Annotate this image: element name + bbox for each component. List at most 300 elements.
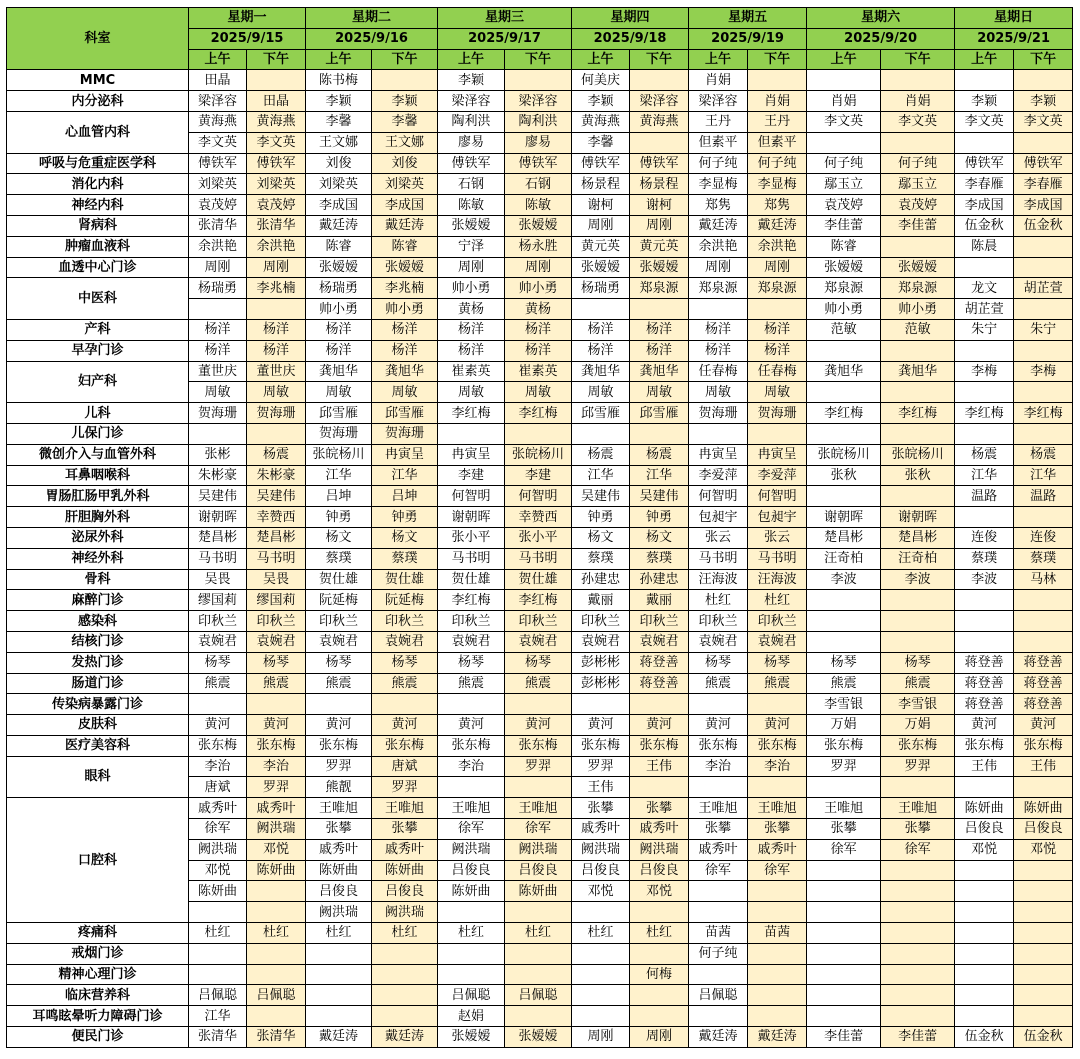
morning-doctor-cell: 张小平	[438, 527, 505, 548]
morning-doctor-cell: 但素平	[689, 132, 748, 153]
afternoon-doctor-cell	[881, 382, 955, 403]
morning-doctor-cell: 徐军	[689, 860, 748, 881]
afternoon-doctor-cell: 杜红	[630, 923, 689, 944]
department-name: 临床营养科	[7, 985, 189, 1006]
afternoon-doctor-cell: 马林	[1014, 569, 1073, 590]
department-name: 早孕门诊	[7, 340, 189, 361]
afternoon-doctor-cell: 蒋登善	[630, 673, 689, 694]
morning-doctor-cell: 戴丽	[572, 590, 630, 611]
department-name: 呼吸与危重症医学科	[7, 153, 189, 174]
morning-doctor-cell: 蔡璞	[572, 548, 630, 569]
morning-doctor-cell: 胡芷萱	[955, 299, 1014, 320]
morning-header: 上午	[438, 49, 505, 70]
afternoon-doctor-cell: 李兆楠	[247, 278, 306, 299]
table-row	[7, 798, 1073, 819]
morning-doctor-cell	[189, 423, 247, 444]
afternoon-doctor-cell	[881, 132, 955, 153]
department-name: 泌尿外科	[7, 527, 189, 548]
morning-doctor-cell: 冉寅呈	[689, 444, 748, 465]
afternoon-doctor-cell: 张嫒嫒	[630, 257, 689, 278]
afternoon-doctor-cell: 杜红	[372, 923, 438, 944]
morning-doctor-cell: 张皖杨川	[306, 444, 372, 465]
morning-doctor-cell: 江华	[306, 465, 372, 486]
afternoon-doctor-cell	[505, 943, 572, 964]
morning-doctor-cell: 李文英	[189, 132, 247, 153]
department-name: 结核门诊	[7, 631, 189, 652]
afternoon-doctor-cell	[505, 70, 572, 91]
table-row	[7, 361, 1073, 382]
morning-doctor-cell: 范敏	[807, 319, 881, 340]
afternoon-doctor-cell: 杨文	[372, 527, 438, 548]
table-row	[7, 985, 1073, 1006]
afternoon-doctor-cell: 张东梅	[247, 735, 306, 756]
afternoon-doctor-cell: 张嫒嫒	[372, 257, 438, 278]
morning-doctor-cell: 周刚	[189, 257, 247, 278]
afternoon-doctor-cell: 戴廷涛	[748, 215, 807, 236]
morning-doctor-cell: 刘梁英	[306, 174, 372, 195]
morning-doctor-cell: 徐军	[438, 819, 505, 840]
morning-doctor-cell: 吕俊良	[306, 881, 372, 902]
department-name: 神经外科	[7, 548, 189, 569]
morning-doctor-cell: 周敏	[689, 382, 748, 403]
afternoon-doctor-cell: 贺仕雄	[505, 569, 572, 590]
dept-column-header: 科室	[7, 8, 189, 70]
afternoon-doctor-cell: 李佳蕾	[881, 1027, 955, 1048]
afternoon-doctor-cell	[1014, 257, 1073, 278]
afternoon-doctor-cell: 张东梅	[372, 735, 438, 756]
morning-doctor-cell: 杨洋	[438, 319, 505, 340]
morning-doctor-cell: 周敏	[189, 382, 247, 403]
morning-doctor-cell: 钟勇	[572, 507, 630, 528]
afternoon-doctor-cell: 张云	[748, 527, 807, 548]
morning-doctor-cell: 梁泽容	[689, 91, 748, 112]
morning-doctor-cell: 王伟	[955, 756, 1014, 777]
afternoon-doctor-cell: 张攀	[372, 819, 438, 840]
afternoon-doctor-cell	[1014, 631, 1073, 652]
afternoon-doctor-cell	[1014, 299, 1073, 320]
afternoon-doctor-cell: 王唯旭	[881, 798, 955, 819]
afternoon-doctor-cell: 苗茜	[748, 923, 807, 944]
afternoon-doctor-cell: 陈妍曲	[372, 860, 438, 881]
afternoon-doctor-cell: 徐军	[881, 839, 955, 860]
afternoon-header: 下午	[1014, 49, 1073, 70]
afternoon-doctor-cell: 杨琴	[881, 652, 955, 673]
afternoon-doctor-cell: 王唯旭	[748, 798, 807, 819]
table-row	[7, 923, 1073, 944]
morning-doctor-cell: 李波	[955, 569, 1014, 590]
afternoon-doctor-cell: 杜红	[247, 923, 306, 944]
afternoon-doctor-cell: 杜红	[505, 923, 572, 944]
afternoon-doctor-cell: 李兆楠	[372, 278, 438, 299]
morning-doctor-cell	[689, 902, 748, 923]
table-row	[7, 590, 1073, 611]
afternoon-doctor-cell: 周敏	[372, 382, 438, 403]
afternoon-doctor-cell: 张嫒嫒	[881, 257, 955, 278]
morning-doctor-cell: 熊靓	[306, 777, 372, 798]
department-name: 戒烟门诊	[7, 943, 189, 964]
afternoon-doctor-cell: 缪国莉	[247, 590, 306, 611]
morning-doctor-cell	[306, 1006, 372, 1027]
afternoon-doctor-cell	[247, 881, 306, 902]
morning-doctor-cell: 杨文	[306, 527, 372, 548]
afternoon-doctor-cell: 黄海燕	[247, 111, 306, 132]
morning-doctor-cell: 周敏	[306, 382, 372, 403]
afternoon-doctor-cell: 蔡璞	[372, 548, 438, 569]
morning-doctor-cell: 孙建忠	[572, 569, 630, 590]
morning-doctor-cell	[955, 902, 1014, 923]
morning-doctor-cell: 贺海珊	[306, 423, 372, 444]
morning-doctor-cell: 杜红	[438, 923, 505, 944]
morning-doctor-cell: 李红梅	[807, 403, 881, 424]
afternoon-doctor-cell	[505, 423, 572, 444]
afternoon-doctor-cell	[630, 423, 689, 444]
morning-header: 上午	[572, 49, 630, 70]
afternoon-doctor-cell	[1014, 236, 1073, 257]
afternoon-doctor-cell: 印秋兰	[630, 611, 689, 632]
morning-doctor-cell	[306, 943, 372, 964]
afternoon-doctor-cell: 张小平	[505, 527, 572, 548]
afternoon-doctor-cell: 帅小勇	[372, 299, 438, 320]
morning-doctor-cell	[306, 964, 372, 985]
afternoon-doctor-cell	[881, 70, 955, 91]
morning-doctor-cell: 杨洋	[306, 319, 372, 340]
morning-doctor-cell: 董世庆	[189, 361, 247, 382]
morning-doctor-cell: 黄河	[689, 715, 748, 736]
morning-doctor-cell: 彭彬彬	[572, 652, 630, 673]
afternoon-doctor-cell: 杨洋	[505, 319, 572, 340]
morning-doctor-cell: 张东梅	[189, 735, 247, 756]
morning-doctor-cell: 贺海珊	[689, 403, 748, 424]
morning-doctor-cell: 袁婉君	[306, 631, 372, 652]
morning-doctor-cell: 吕佩聪	[189, 985, 247, 1006]
afternoon-doctor-cell	[748, 777, 807, 798]
morning-doctor-cell: 杨琴	[807, 652, 881, 673]
afternoon-doctor-cell	[1014, 777, 1073, 798]
afternoon-doctor-cell: 罗羿	[505, 756, 572, 777]
afternoon-doctor-cell: 何智明	[748, 486, 807, 507]
morning-doctor-cell	[955, 860, 1014, 881]
morning-doctor-cell: 余洪艳	[189, 236, 247, 257]
morning-doctor-cell: 吴建伟	[189, 486, 247, 507]
morning-doctor-cell: 陈睿	[807, 236, 881, 257]
afternoon-doctor-cell: 吕俊良	[1014, 819, 1073, 840]
afternoon-doctor-cell	[881, 964, 955, 985]
afternoon-doctor-cell: 张清华	[247, 1027, 306, 1048]
afternoon-doctor-cell	[1014, 923, 1073, 944]
morning-doctor-cell: 袁婉君	[189, 631, 247, 652]
morning-doctor-cell: 袁茂婷	[807, 195, 881, 216]
morning-doctor-cell: 张清华	[189, 215, 247, 236]
morning-doctor-cell: 戚秀叶	[689, 839, 748, 860]
afternoon-doctor-cell: 陈敏	[505, 195, 572, 216]
morning-doctor-cell: 李春雁	[955, 174, 1014, 195]
afternoon-doctor-cell: 杨震	[247, 444, 306, 465]
afternoon-doctor-cell: 张攀	[748, 819, 807, 840]
table-row	[7, 652, 1073, 673]
morning-doctor-cell: 杨洋	[189, 319, 247, 340]
date-header: 2025/9/20	[807, 28, 955, 49]
afternoon-doctor-cell	[1014, 507, 1073, 528]
morning-doctor-cell: 杜红	[572, 923, 630, 944]
afternoon-doctor-cell: 王丹	[748, 111, 807, 132]
morning-doctor-cell: 蒋登善	[955, 652, 1014, 673]
table-row	[7, 319, 1073, 340]
morning-doctor-cell: 吕佩聪	[689, 985, 748, 1006]
afternoon-doctor-cell: 徐军	[505, 819, 572, 840]
afternoon-doctor-cell: 吴畏	[247, 569, 306, 590]
table-row	[7, 486, 1073, 507]
morning-doctor-cell	[438, 777, 505, 798]
day-header: 星期四	[572, 8, 689, 29]
morning-doctor-cell: 吕俊良	[955, 819, 1014, 840]
afternoon-doctor-cell: 冉寅呈	[372, 444, 438, 465]
morning-doctor-cell	[807, 486, 881, 507]
afternoon-doctor-cell: 陈妍曲	[1014, 798, 1073, 819]
morning-doctor-cell: 杨景程	[572, 174, 630, 195]
morning-doctor-cell	[572, 423, 630, 444]
afternoon-doctor-cell	[505, 694, 572, 715]
table-row	[7, 631, 1073, 652]
afternoon-doctor-cell: 何智明	[505, 486, 572, 507]
department-name: 疼痛科	[7, 923, 189, 944]
morning-doctor-cell: 张东梅	[572, 735, 630, 756]
day-header: 星期日	[955, 8, 1073, 29]
afternoon-doctor-cell: 张皖杨川	[505, 444, 572, 465]
afternoon-doctor-cell	[630, 777, 689, 798]
afternoon-doctor-cell: 陈妍曲	[247, 860, 306, 881]
day-header: 星期六	[807, 8, 955, 29]
afternoon-doctor-cell	[247, 964, 306, 985]
afternoon-doctor-cell: 邓悦	[1014, 839, 1073, 860]
afternoon-doctor-cell	[881, 902, 955, 923]
morning-doctor-cell: 谢朝晖	[189, 507, 247, 528]
afternoon-doctor-cell: 孙建忠	[630, 569, 689, 590]
afternoon-doctor-cell: 杨洋	[748, 319, 807, 340]
afternoon-doctor-cell: 杨永胜	[505, 236, 572, 257]
table-row	[7, 340, 1073, 361]
afternoon-doctor-cell	[1014, 943, 1073, 964]
afternoon-doctor-cell	[881, 631, 955, 652]
afternoon-doctor-cell: 周敏	[748, 382, 807, 403]
morning-doctor-cell	[807, 1006, 881, 1027]
morning-doctor-cell: 杨琴	[689, 652, 748, 673]
table-row	[7, 527, 1073, 548]
afternoon-doctor-cell: 熊震	[247, 673, 306, 694]
afternoon-doctor-cell	[1014, 985, 1073, 1006]
afternoon-doctor-cell: 吕俊良	[372, 881, 438, 902]
morning-doctor-cell: 王唯旭	[807, 798, 881, 819]
afternoon-doctor-cell: 刘俊	[372, 153, 438, 174]
department-name: 儿保门诊	[7, 423, 189, 444]
morning-doctor-cell: 陶利洪	[438, 111, 505, 132]
afternoon-doctor-cell: 戚秀叶	[372, 839, 438, 860]
afternoon-doctor-cell: 邓悦	[630, 881, 689, 902]
morning-doctor-cell	[438, 964, 505, 985]
morning-doctor-cell	[689, 881, 748, 902]
morning-doctor-cell: 张东梅	[807, 735, 881, 756]
morning-doctor-cell: 刘梁英	[189, 174, 247, 195]
date-header: 2025/9/18	[572, 28, 689, 49]
afternoon-doctor-cell: 李雪银	[881, 694, 955, 715]
morning-doctor-cell	[189, 964, 247, 985]
department-name: 肿瘤血液科	[7, 236, 189, 257]
department-name: 医疗美容科	[7, 735, 189, 756]
morning-doctor-cell: 罗羿	[306, 756, 372, 777]
morning-doctor-cell	[807, 777, 881, 798]
morning-doctor-cell: 阙洪瑞	[306, 902, 372, 923]
morning-doctor-cell: 罗羿	[807, 756, 881, 777]
morning-doctor-cell: 戴廷涛	[306, 215, 372, 236]
morning-doctor-cell: 李佳蕾	[807, 1027, 881, 1048]
morning-doctor-cell	[955, 777, 1014, 798]
morning-doctor-cell: 楚昌彬	[807, 527, 881, 548]
afternoon-doctor-cell	[881, 340, 955, 361]
morning-doctor-cell: 张嫒嫒	[572, 257, 630, 278]
department-name: 胃肠肛肠甲乳外科	[7, 486, 189, 507]
morning-doctor-cell: 印秋兰	[438, 611, 505, 632]
morning-doctor-cell: 李红梅	[438, 590, 505, 611]
afternoon-doctor-cell: 陈妍曲	[505, 881, 572, 902]
morning-doctor-cell: 肖娟	[689, 70, 748, 91]
table-row	[7, 236, 1073, 257]
morning-doctor-cell: 吴建伟	[572, 486, 630, 507]
morning-doctor-cell: 陈晨	[955, 236, 1014, 257]
afternoon-doctor-cell: 戴丽	[630, 590, 689, 611]
morning-doctor-cell: 李颖	[438, 70, 505, 91]
table-row	[7, 943, 1073, 964]
morning-doctor-cell: 杨瑞勇	[572, 278, 630, 299]
morning-doctor-cell: 王伟	[572, 777, 630, 798]
afternoon-doctor-cell: 邱雪雁	[630, 403, 689, 424]
afternoon-doctor-cell: 郑泉源	[881, 278, 955, 299]
morning-doctor-cell: 陈妍曲	[955, 798, 1014, 819]
date-header: 2025/9/16	[306, 28, 438, 49]
afternoon-doctor-cell: 袁婉君	[630, 631, 689, 652]
table-row	[7, 569, 1073, 590]
afternoon-doctor-cell	[881, 611, 955, 632]
afternoon-doctor-cell: 鄢玉立	[881, 174, 955, 195]
afternoon-doctor-cell: 余洪艳	[748, 236, 807, 257]
afternoon-doctor-cell: 龚旭华	[630, 361, 689, 382]
morning-doctor-cell: 袁婉君	[689, 631, 748, 652]
afternoon-doctor-cell	[247, 423, 306, 444]
date-header: 2025/9/17	[438, 28, 572, 49]
afternoon-doctor-cell: 陈睿	[372, 236, 438, 257]
afternoon-doctor-cell	[881, 486, 955, 507]
afternoon-doctor-cell	[372, 943, 438, 964]
morning-doctor-cell: 蒋登善	[955, 694, 1014, 715]
afternoon-doctor-cell: 王文娜	[372, 132, 438, 153]
morning-doctor-cell: 连俊	[955, 527, 1014, 548]
afternoon-doctor-cell	[505, 902, 572, 923]
department-name: 口腔科	[7, 798, 189, 923]
afternoon-doctor-cell: 傅铁军	[630, 153, 689, 174]
afternoon-doctor-cell: 熊震	[748, 673, 807, 694]
morning-doctor-cell: 李颖	[955, 91, 1014, 112]
afternoon-doctor-cell: 傅铁军	[1014, 153, 1073, 174]
morning-doctor-cell: 王唯旭	[306, 798, 372, 819]
afternoon-doctor-cell	[247, 70, 306, 91]
morning-doctor-cell: 田晶	[189, 70, 247, 91]
afternoon-doctor-cell: 杨洋	[372, 319, 438, 340]
table-row	[7, 111, 1073, 132]
morning-doctor-cell	[306, 694, 372, 715]
afternoon-doctor-cell: 李爱萍	[748, 465, 807, 486]
morning-doctor-cell: 宁泽	[438, 236, 505, 257]
afternoon-doctor-cell: 李颖	[372, 91, 438, 112]
morning-doctor-cell: 张攀	[807, 819, 881, 840]
afternoon-doctor-cell: 杨琴	[505, 652, 572, 673]
morning-doctor-cell: 贺仕雄	[438, 569, 505, 590]
afternoon-doctor-cell: 黄河	[372, 715, 438, 736]
afternoon-doctor-cell: 杨震	[630, 444, 689, 465]
day-header: 星期二	[306, 8, 438, 29]
afternoon-doctor-cell: 周刚	[630, 1027, 689, 1048]
table-row	[7, 1027, 1073, 1048]
morning-doctor-cell: 黄河	[306, 715, 372, 736]
morning-doctor-cell: 刘俊	[306, 153, 372, 174]
afternoon-doctor-cell: 张攀	[881, 819, 955, 840]
morning-doctor-cell: 帅小勇	[306, 299, 372, 320]
morning-doctor-cell: 梁泽容	[438, 91, 505, 112]
afternoon-doctor-cell: 李文英	[247, 132, 306, 153]
morning-doctor-cell	[955, 964, 1014, 985]
afternoon-doctor-cell: 万娟	[881, 715, 955, 736]
afternoon-doctor-cell: 蒋登善	[630, 652, 689, 673]
afternoon-doctor-cell: 张清华	[247, 215, 306, 236]
morning-doctor-cell: 李佳蕾	[807, 215, 881, 236]
afternoon-doctor-cell: 李馨	[372, 111, 438, 132]
morning-doctor-cell: 戚秀叶	[572, 819, 630, 840]
afternoon-doctor-cell: 张东梅	[881, 735, 955, 756]
afternoon-header: 下午	[630, 49, 689, 70]
morning-doctor-cell	[438, 694, 505, 715]
afternoon-doctor-cell: 蔡璞	[1014, 548, 1073, 569]
morning-doctor-cell: 印秋兰	[572, 611, 630, 632]
morning-doctor-cell: 杨文	[572, 527, 630, 548]
morning-doctor-cell: 帅小勇	[438, 278, 505, 299]
morning-doctor-cell: 汪奇柏	[807, 548, 881, 569]
afternoon-doctor-cell: 杨琴	[372, 652, 438, 673]
afternoon-doctor-cell: 肖娟	[748, 91, 807, 112]
table-row	[7, 70, 1073, 91]
afternoon-doctor-cell: 谢朝晖	[881, 507, 955, 528]
afternoon-header: 下午	[881, 49, 955, 70]
morning-doctor-cell	[189, 943, 247, 964]
morning-doctor-cell	[807, 132, 881, 153]
afternoon-doctor-cell: 刘梁英	[247, 174, 306, 195]
department-name: 肝胆胸外科	[7, 507, 189, 528]
afternoon-doctor-cell: 吴建伟	[630, 486, 689, 507]
morning-doctor-cell: 杜红	[189, 923, 247, 944]
morning-doctor-cell: 李文英	[955, 111, 1014, 132]
afternoon-doctor-cell: 周刚	[748, 257, 807, 278]
afternoon-doctor-cell: 王伟	[630, 756, 689, 777]
morning-doctor-cell: 戴廷涛	[689, 1027, 748, 1048]
afternoon-doctor-cell: 张嫒嫒	[505, 1027, 572, 1048]
afternoon-doctor-cell	[372, 985, 438, 1006]
afternoon-doctor-cell: 张秋	[881, 465, 955, 486]
morning-doctor-cell: 黄河	[189, 715, 247, 736]
afternoon-doctor-cell	[505, 1006, 572, 1027]
afternoon-doctor-cell: 张东梅	[748, 735, 807, 756]
afternoon-doctor-cell: 杨洋	[247, 319, 306, 340]
afternoon-doctor-cell: 伍金秋	[1014, 1027, 1073, 1048]
morning-doctor-cell	[955, 923, 1014, 944]
afternoon-doctor-cell: 黄河	[630, 715, 689, 736]
morning-doctor-cell: 张嫒嫒	[807, 257, 881, 278]
department-name: 精神心理门诊	[7, 964, 189, 985]
